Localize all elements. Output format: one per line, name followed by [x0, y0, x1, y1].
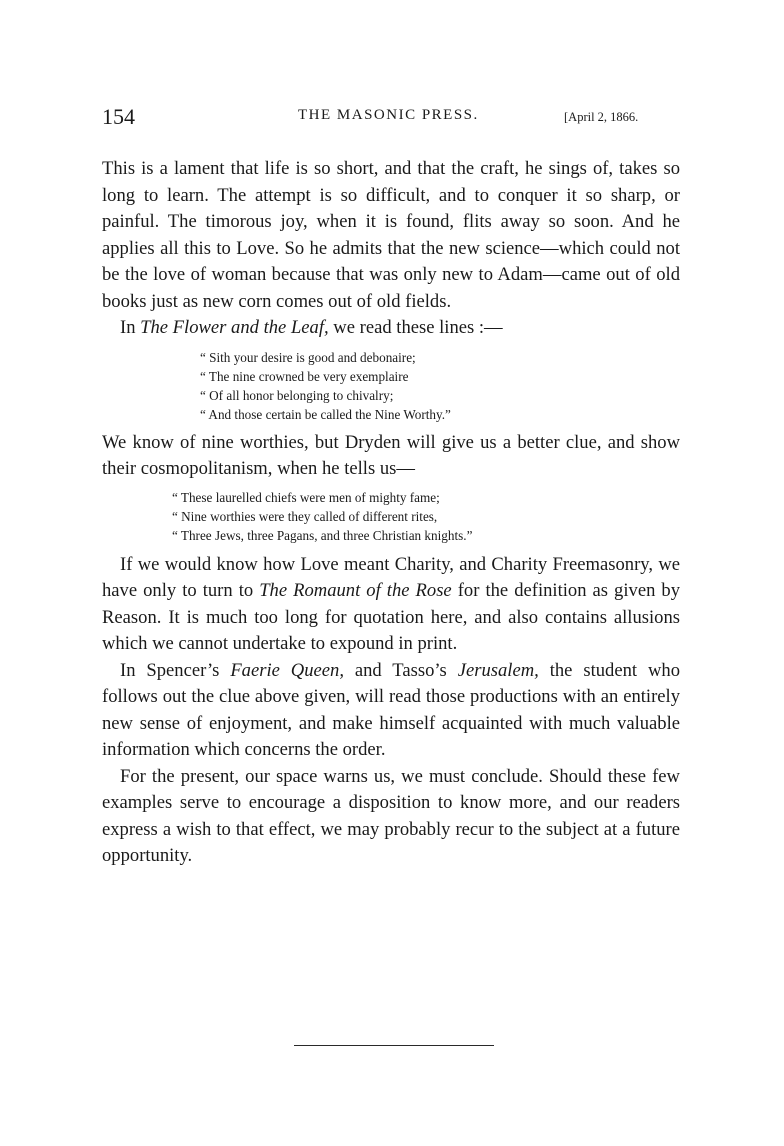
- verse-line: “ These laurelled chiefs were men of mighty fame;: [172, 489, 440, 505]
- paragraph-nine-worthies: We know of nine worthies, but Dryden will give us a better clue, and show their cosmopolitanism, when he tells us—: [102, 431, 680, 479]
- book-title: Faerie Queen,: [230, 659, 344, 681]
- text: the student who follows out the clue above given, will read those productions with an entirely new sense of enjoyment, and make himself acquainted with much valuable information which concerns the order.: [102, 659, 680, 760]
- verse-line: “ Nine worthies were they called of different rites,: [172, 508, 438, 524]
- text: and Tasso’s: [343, 659, 458, 681]
- text: In Spencer’s: [120, 659, 231, 681]
- page-number: 154: [102, 104, 135, 129]
- text: If we would know how Love meant Charity, and Charity Freemasonry, we have only to turn to: [102, 553, 680, 601]
- book-title: The Romaunt of the Rose: [259, 580, 452, 601]
- verse-line: “ The nine crowned be very exemplaire: [200, 368, 409, 384]
- paragraph-lament: This is a lament that life is so short, and that the craft, he sings of, takes so long to learn. The attempt is so difficult, and to conquer it so sharp, or painful. The timorous joy, when it is found, flits away so soon. And he applies all this to Love. So he admits that the new science—which could not be the love of woman because that was only new to Adam—came out of old books just as new corn comes out of old fields.: [102, 158, 680, 312]
- verse-quotation-chaucer: [200, 348, 680, 424]
- book-title: The Flower and the Leaf,: [140, 317, 329, 338]
- text: we read these lines :—: [328, 317, 503, 338]
- verse-line: “ And those certain be called the Nine Worthy.”: [200, 406, 451, 422]
- book-title: Jerusalem,: [457, 659, 539, 681]
- verse-line: “ Sith your desire is good and debonaire;: [200, 349, 416, 365]
- paragraph-flower-and-leaf: [102, 315, 680, 342]
- page-header: [102, 104, 692, 134]
- article-body: [102, 156, 680, 870]
- verse-line: “ Three Jews, three Pagans, and three Christian knights.”: [172, 527, 473, 543]
- paragraph-romaunt: [102, 552, 680, 658]
- paragraph-conclusion: For the present, our space warns us, we must conclude. Should these few examples serve to encourage a disposition to know more, and our readers express a wish to that effect, we may probably recur to the subject at a future opportunity.: [102, 765, 680, 866]
- issue-date: [April 2, 1866.: [564, 110, 639, 124]
- text: In: [120, 317, 141, 338]
- verse-quotation-dryden: [172, 488, 680, 545]
- text: for the definition as given by Reason. It is much too long for quotation here, and also contains allusions which we cannot undertake to expound in print.: [102, 580, 680, 654]
- closing-rule: [294, 1045, 494, 1046]
- verse-line: “ Of all honor belonging to chivalry;: [200, 387, 394, 403]
- paragraph-spencer-tasso: [102, 658, 680, 764]
- running-title: THE MASONIC PRESS.: [298, 107, 479, 123]
